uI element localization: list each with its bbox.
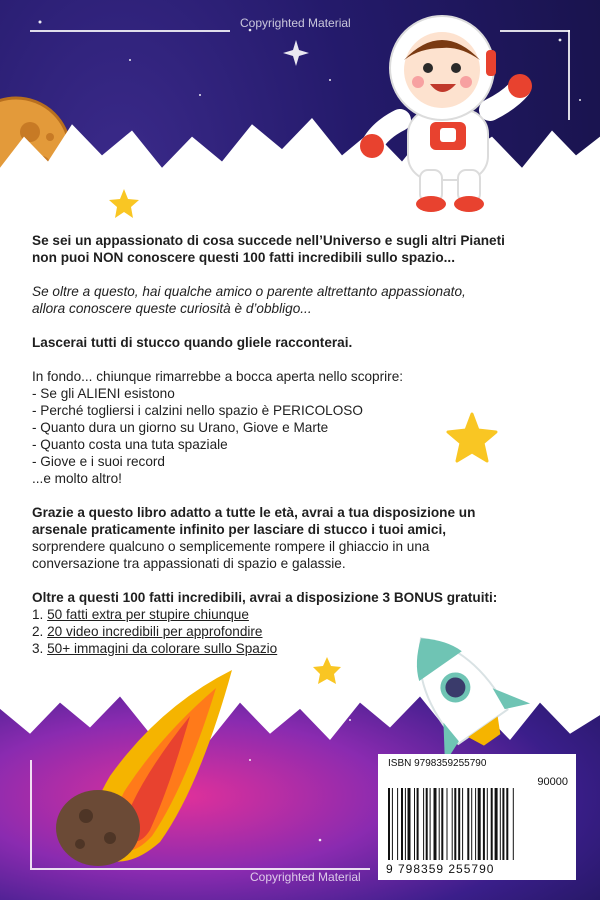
star-icon — [108, 188, 140, 220]
friend-paragraph — [32, 283, 572, 317]
bonus-heading: Oltre a questi 100 fatti incredibili, avrai a disposizione 3 BONUS gratuiti: — [32, 590, 498, 605]
bonus-number: 1. — [32, 607, 48, 622]
barcode-bar — [397, 788, 398, 860]
barcode-bar — [439, 788, 440, 860]
barcode-bar — [513, 788, 514, 860]
barcode-bar — [452, 788, 453, 860]
intro-line-1: Se sei un appassionato di cosa succede nell’Universo e sugli altri Pianeti — [32, 233, 505, 248]
isbn-label: ISBN 9798359255790 — [388, 758, 487, 769]
barcode-bar — [434, 788, 437, 860]
frame-top-left — [30, 30, 230, 32]
list-item: - Perché togliersi i calzini nello spazio è PERICOLOSO — [32, 403, 363, 418]
price-code: 90000 — [537, 776, 568, 788]
watermark-bottom: Copyrighted Material — [250, 870, 361, 884]
barcode-bar — [426, 788, 428, 860]
list-item: - Se gli ALIENI esistono — [32, 386, 175, 401]
barcode-bar — [502, 788, 504, 860]
comet-illustration — [40, 666, 240, 876]
book-line-1: Grazie a questo libro adatto a tutte le età, avrai a tua disposizione un — [32, 505, 476, 520]
barcode-digits: 9 798359 255790 — [386, 862, 495, 876]
bonus-item — [32, 623, 572, 640]
list-item: - Giove e i suoi record — [32, 454, 165, 469]
bonus-paragraph — [32, 589, 572, 657]
barcode-bar — [447, 788, 448, 860]
barcode-bar — [392, 788, 393, 860]
barcode-bars — [388, 788, 568, 860]
frame-left-bottom — [30, 760, 32, 868]
barcode-bar — [408, 788, 411, 860]
barcode-bar — [388, 788, 390, 860]
barcode-bar — [414, 788, 415, 860]
barcode-bar — [462, 788, 463, 860]
watermark-top: Copyrighted Material — [240, 16, 351, 30]
bonus-item — [32, 640, 572, 657]
barcode-bar — [405, 788, 406, 860]
book-line-2: arsenale praticamente infinito per lasciare di stucco i tuoi amici, — [32, 522, 446, 537]
barcode-bar — [475, 788, 476, 860]
bonus-link[interactable]: 50+ immagini da colorare sullo Spazio — [47, 641, 278, 656]
bonus-number: 3. — [32, 641, 48, 656]
barcode-bar — [417, 788, 419, 860]
barcode-bar — [495, 788, 498, 860]
facts-intro: In fondo... chiunque rimarrebbe a bocca aperta nello scoprire: — [32, 369, 404, 384]
barcode-bar — [491, 788, 493, 860]
barcode-bar — [471, 788, 472, 860]
description-text — [32, 232, 572, 674]
barcode-bar — [423, 788, 424, 860]
bonus-link[interactable]: 50 fatti extra per stupire chiunque — [47, 607, 249, 622]
barcode-bar — [430, 788, 431, 860]
bonus-link[interactable]: 20 video incredibili per approfondire — [47, 624, 263, 639]
book-paragraph — [32, 504, 572, 572]
barcode-bar — [458, 788, 460, 860]
intro-line-2: non puoi NON conoscere questi 100 fatti incredibili sullo spazio... — [32, 250, 455, 265]
facts-list — [32, 368, 572, 487]
facts-outro: ...e molto altro! — [32, 471, 122, 486]
barcode-bar — [454, 788, 456, 860]
list-item: - Quanto costa una tuta spaziale — [32, 437, 228, 452]
book-line-4: conversazione tra appassionati di spazio e galassie. — [32, 556, 346, 571]
intro-paragraph — [32, 232, 572, 266]
friend-line-1: Se oltre a questo, hai qualche amico o parente altrettanto appassionato, — [32, 284, 466, 299]
frame-right — [568, 30, 570, 120]
bonus-number: 2. — [32, 624, 48, 639]
stucco-paragraph: Lascerai tutti di stucco quando gliele racconterai. — [32, 335, 353, 350]
barcode-bar — [478, 788, 481, 860]
list-item: - Quanto dura un giorno su Urano, Giove e Marte — [32, 420, 329, 435]
barcode-bar — [441, 788, 443, 860]
isbn-barcode — [378, 754, 576, 880]
barcode-bar — [483, 788, 485, 860]
barcode-bar — [506, 788, 508, 860]
barcode-bar — [500, 788, 501, 860]
friend-line-2: allora conoscere queste curiosità è d’obbligo... — [32, 301, 312, 316]
bonus-item — [32, 606, 572, 623]
barcode-bar — [487, 788, 488, 860]
barcode-bar — [467, 788, 469, 860]
astronaut-illustration — [360, 10, 540, 220]
barcode-bar — [401, 788, 403, 860]
book-line-3: sorprendere qualcuno o semplicemente rompere il ghiaccio in una — [32, 539, 430, 554]
